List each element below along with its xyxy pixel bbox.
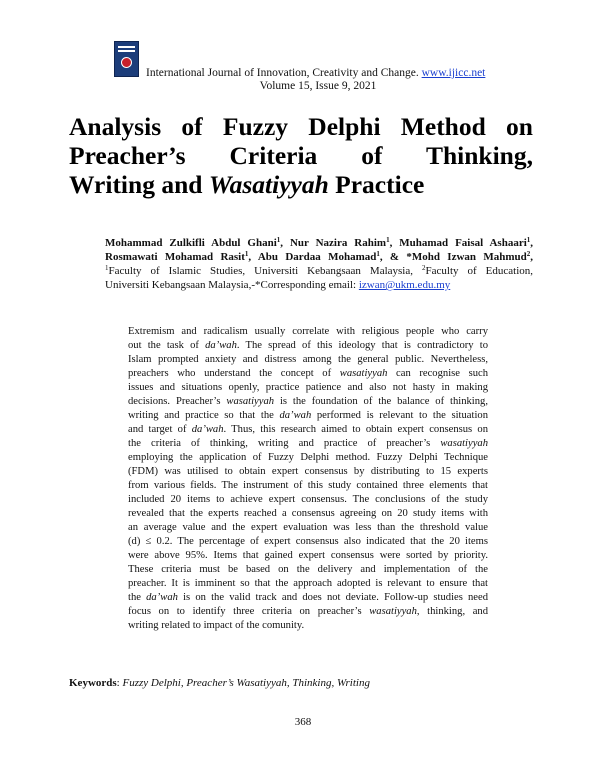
author-name: *Mohd Izwan Mahmud [406, 251, 527, 263]
abstract-line: Extremism and radicalism usually correlate with religious people who carry [128, 326, 488, 337]
volume-issue: Volume 15, Issue 9, 2021 [259, 80, 377, 92]
abstract-line: writing related to impact of the comunity. [128, 620, 305, 631]
abstract [128, 325, 488, 633]
journal-header [146, 67, 485, 80]
affiliation-line-2: Universiti Kebangsaan Malaysia,-*Corresponding email: izwan@ukm.edu.my [105, 279, 451, 291]
abstract-line: (FDM) was utilised to obtain expert consensus by distributing to 15 experts [128, 466, 488, 477]
journal-logo-icon [114, 41, 139, 77]
abstract-line: preacher. It is imminent so that the approach adopted is relevant to ensure that [128, 578, 488, 589]
keywords-label: Keywords [69, 677, 117, 689]
title-line-2: Preacher’s Criteria of Thinking, [69, 141, 533, 170]
abstract-line: an average value and the expert evaluation was less than the threshold value [128, 522, 488, 533]
abstract-line: issues and situations openly, practice patience and also not hasty in making [128, 382, 488, 393]
corresponding-email-link[interactable]: izwan@ukm.edu.my [358, 279, 451, 291]
abstract-line: the criteria of thinking, writing and practice of preacher’s wasatiyyah [128, 438, 488, 449]
abstract-line: preachers who understand the concept of wasatiyyah can recognise such [128, 368, 488, 379]
author-line-2: Rosmawati Mohamad Rasit$^1$, Abu Dardaa Mohamad$^1$, & *Mohd Izwan Mahmud$^2$, [105, 250, 533, 263]
author-name: Abu Dardaa Mohamad [257, 251, 377, 263]
title-line-1: Analysis of Fuzzy Delphi Method on [69, 112, 533, 141]
abstract-line: decisions. Preacher’s wasatiyyah is the foundation of the balance of thinking, [128, 396, 488, 407]
abstract-line: Islam prompted anxiety and distress among the general public. Nevertheless, [128, 354, 488, 365]
page-number: 368 [294, 716, 312, 728]
abstract-line: and target of da’wah. Thus, this research aimed to obtain expert consensus on [128, 424, 488, 435]
title-line-3: Writing and Wasatiyyah Practice [69, 170, 425, 199]
abstract-line: revealed that the experts reached a consensus agreeing on 20 study items with [128, 508, 488, 519]
title-italic-term: Wasatiyyah [208, 170, 329, 199]
abstract-line: included 20 items to achieve expert consensus. The conclusions of the study [128, 494, 488, 505]
abstract-line: out the task of da’wah. The spread of this ideology that is contradictory to [128, 340, 488, 351]
abstract-line: writing and practice so that the da’wah performed is relevant to the situation [128, 410, 488, 421]
author-name: Muhamad Faisal Ashaari [399, 237, 527, 249]
abstract-line: focus on to identify three criteria on preacher’s wasatiyyah, thinking, and [128, 606, 488, 617]
abstract-line: These criteria must be based on the delivery and implementation of the [128, 564, 488, 575]
journal-url-link[interactable]: www.ijicc.net [421, 67, 486, 79]
author-block [105, 236, 533, 292]
author-name: Mohammad Zulkifli Abdul Ghani [105, 237, 277, 249]
journal-name: International Journal of Innovation, Creativity and Change. [146, 67, 419, 79]
paper-title [69, 112, 533, 199]
author-name: Nur Nazira Rahim [289, 237, 387, 249]
author-line-1: Mohammad Zulkifli Abdul Ghani$^1$, Nur Nazira Rahim$^1$, Muhamad Faisal Ashaari$^1$, [105, 236, 534, 249]
abstract-line: were above 95%. Items that gained expert consensus were sorted by priority. [128, 550, 488, 561]
affiliation-line-1: $^1$Faculty of Islamic Studies, Universiti Kebangsaan Malaysia, $^2$Faculty of Education, [105, 264, 534, 277]
abstract-line: the da’wah is on the valid track and does not deviate. Follow-up studies need [128, 592, 488, 603]
abstract-line: employing the application of Fuzzy Delphi method. Fuzzy Delphi Technique [128, 452, 488, 463]
keywords: Keywords: Fuzzy Delphi, Preacher’s Wasatiyyah, Thinking, Writing [69, 677, 370, 689]
author-name: Rosmawati Mohamad Rasit [105, 251, 245, 263]
keywords-list: Fuzzy Delphi, Preacher’s Wasatiyyah, Thinking, Writing [122, 677, 370, 689]
abstract-line: from various fields. The instrument of this study contained three elements that [128, 480, 488, 491]
abstract-line: (d) ≤ 0.2. The percentage of expert consensus also indicated that the 20 items [128, 536, 488, 547]
